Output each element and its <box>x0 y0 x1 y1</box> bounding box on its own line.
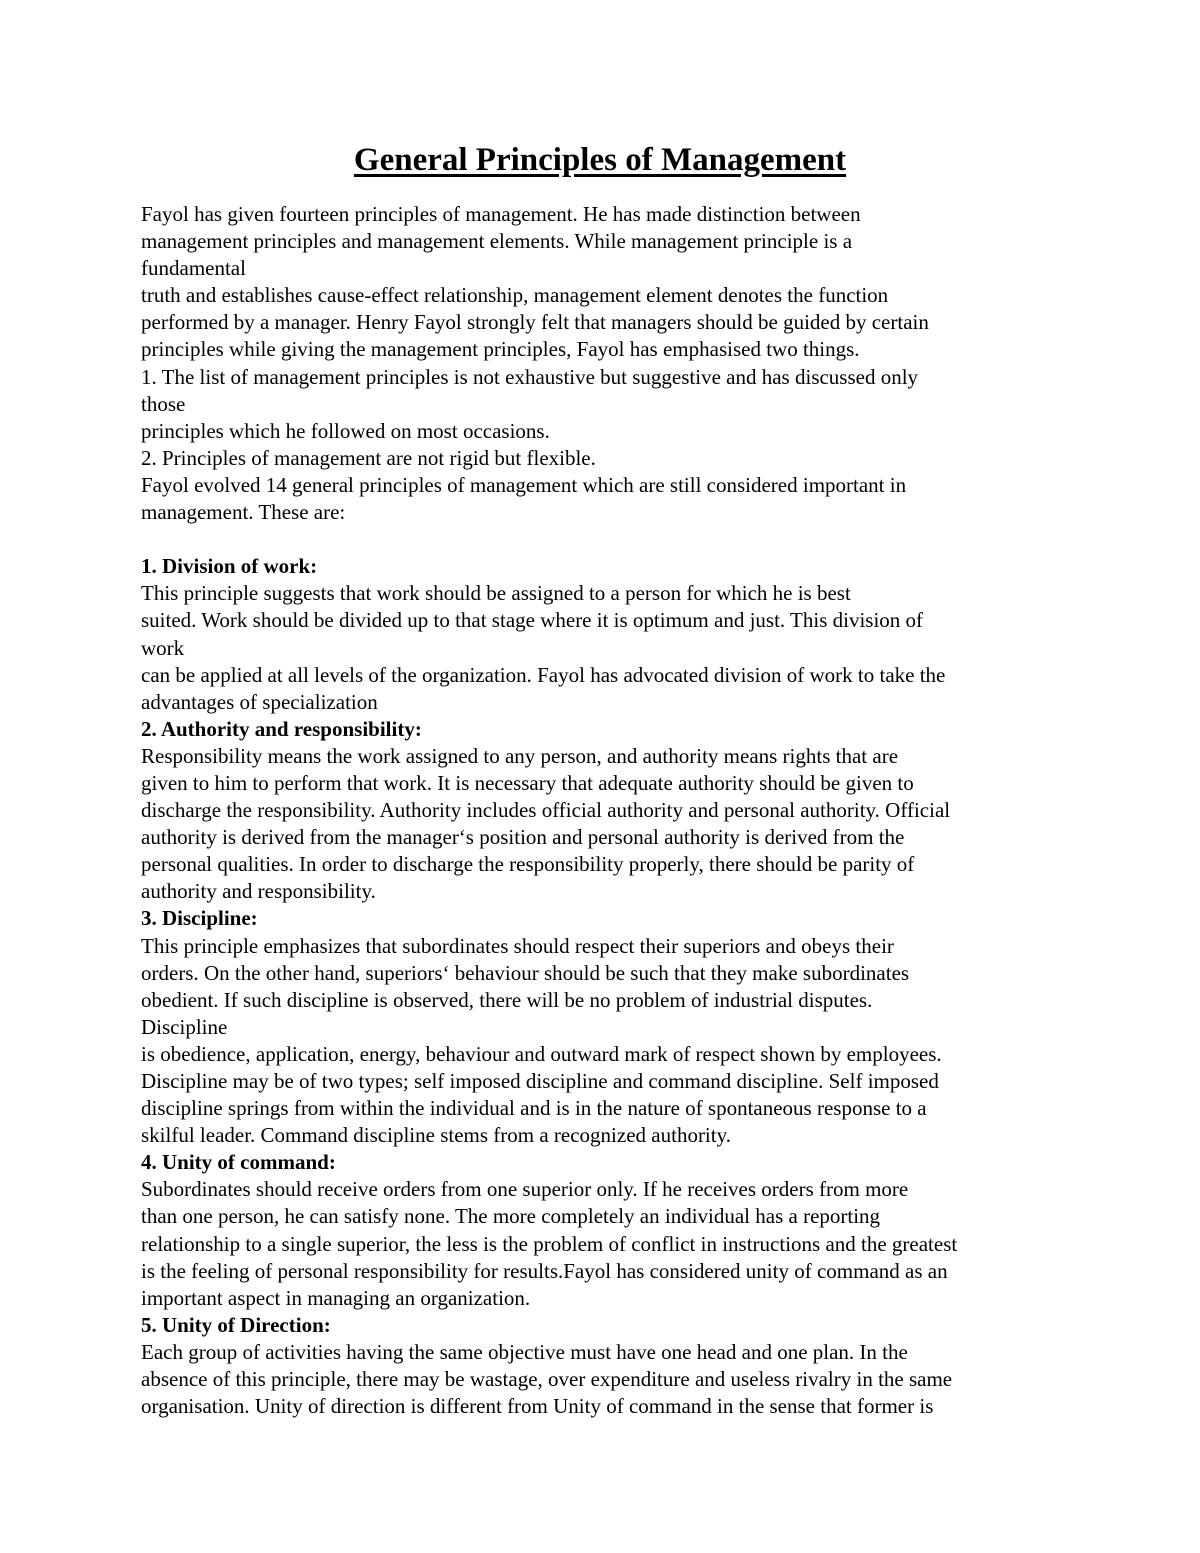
section-line: is the feeling of personal responsibility for results.Fayol has considered unity of command as an <box>141 1258 948 1283</box>
section-heading: 4. Unity of command: <box>141 1150 336 1175</box>
section-heading: 2. Authority and responsibility: <box>141 716 422 741</box>
section-line: discipline springs from within the individual and is in the nature of spontaneous response to a <box>141 1096 927 1121</box>
section-line: personal qualities. In order to discharge the responsibility properly, there should be parity of <box>141 852 915 877</box>
intro-line: performed by a manager. Henry Fayol strongly felt that managers should be guided by certain <box>141 310 929 335</box>
section-line: skilful leader. Command discipline stems from a recognized authority. <box>141 1123 731 1148</box>
section-line: discharge the responsibility. Authority includes official authority and personal authority. Official <box>141 798 951 823</box>
intro-line: Fayol evolved 14 general principles of management which are still considered important in <box>141 472 907 497</box>
intro-line: 2. Principles of management are not rigid but flexible. <box>141 445 596 470</box>
section-division-of-work <box>141 553 1081 716</box>
section-line: can be applied at all levels of the organization. Fayol has advocated division of work to take the <box>141 662 946 687</box>
section-unity-of-command <box>141 1149 1081 1312</box>
section-line: important aspect in managing an organization. <box>141 1285 531 1310</box>
section-line: Responsibility means the work assigned to any person, and authority means rights that are <box>141 743 899 768</box>
page-title: General Principles of Management <box>353 142 847 178</box>
section-line: authority is derived from the manager‘s position and personal authority is derived from the <box>141 825 905 850</box>
intro-line: truth and establishes cause-effect relationship, management element denotes the function <box>141 283 889 308</box>
section-heading: 3. Discipline: <box>141 906 258 931</box>
section-line: This principle emphasizes that subordinates should respect their superiors and obeys their <box>141 933 894 958</box>
section-line: is obedience, application, energy, behaviour and outward mark of respect shown by employees. <box>141 1041 942 1066</box>
section-unity-of-direction <box>141 1312 1081 1420</box>
section-line: relationship to a single superior, the less is the problem of conflict in instructions and the greatest <box>141 1231 958 1256</box>
section-line: Each group of activities having the same objective must have one head and one plan. In the <box>141 1339 908 1364</box>
section-line: obedient. If such discipline is observed, there will be no problem of industrial disputes. <box>141 987 873 1012</box>
section-line: Discipline may be of two types; self imposed discipline and command discipline. Self imposed <box>141 1069 939 1093</box>
section-line: Discipline <box>141 1014 228 1039</box>
section-heading: 5. Unity of Direction: <box>141 1312 331 1337</box>
section-line: than one person, he can satisfy none. The more completely an individual has a reporting <box>141 1204 881 1229</box>
intro-line: management. These are: <box>141 500 346 525</box>
intro-line: management principles and management elements. While management principle is a <box>141 229 853 254</box>
intro-line: 1. The list of management principles is not exhaustive but suggestive and has discussed only <box>141 364 919 389</box>
intro-line: Fayol has given fourteen principles of management. He has made distinction between <box>141 202 861 226</box>
section-heading: 1. Division of work: <box>141 554 318 579</box>
section-line: This principle suggests that work should be assigned to a person for which he is best <box>141 581 851 606</box>
section-line: absence of this principle, there may be wastage, over expenditure and useless rivalry in the same <box>141 1367 953 1392</box>
section-line: authority and responsibility. <box>141 879 376 904</box>
section-line: orders. On the other hand, superiors‘ behaviour should be such that they make subordinates <box>141 960 910 985</box>
section-discipline <box>141 905 1081 1149</box>
section-line: Subordinates should receive orders from one superior only. If he receives orders from more <box>141 1177 909 1202</box>
document-body <box>141 201 1081 1420</box>
intro-paragraph <box>141 201 1081 526</box>
section-line: advantages of specialization <box>141 689 378 714</box>
intro-line: principles while giving the management principles, Fayol has emphasised two things. <box>141 337 860 362</box>
intro-line: principles which he followed on most occasions. <box>141 418 550 443</box>
section-line: suited. Work should be divided up to that stage where it is optimum and just. This division of <box>141 608 924 633</box>
section-line: given to him to perform that work. It is necessary that adequate authority should be given to <box>141 770 914 795</box>
blank-line <box>141 526 1081 553</box>
section-authority-and-responsibility <box>141 716 1081 906</box>
section-line: organisation. Unity of direction is different from Unity of command in the sense that former is <box>141 1394 934 1419</box>
intro-line: those <box>141 391 186 416</box>
intro-line: fundamental <box>141 256 246 281</box>
section-line: work <box>141 635 185 660</box>
